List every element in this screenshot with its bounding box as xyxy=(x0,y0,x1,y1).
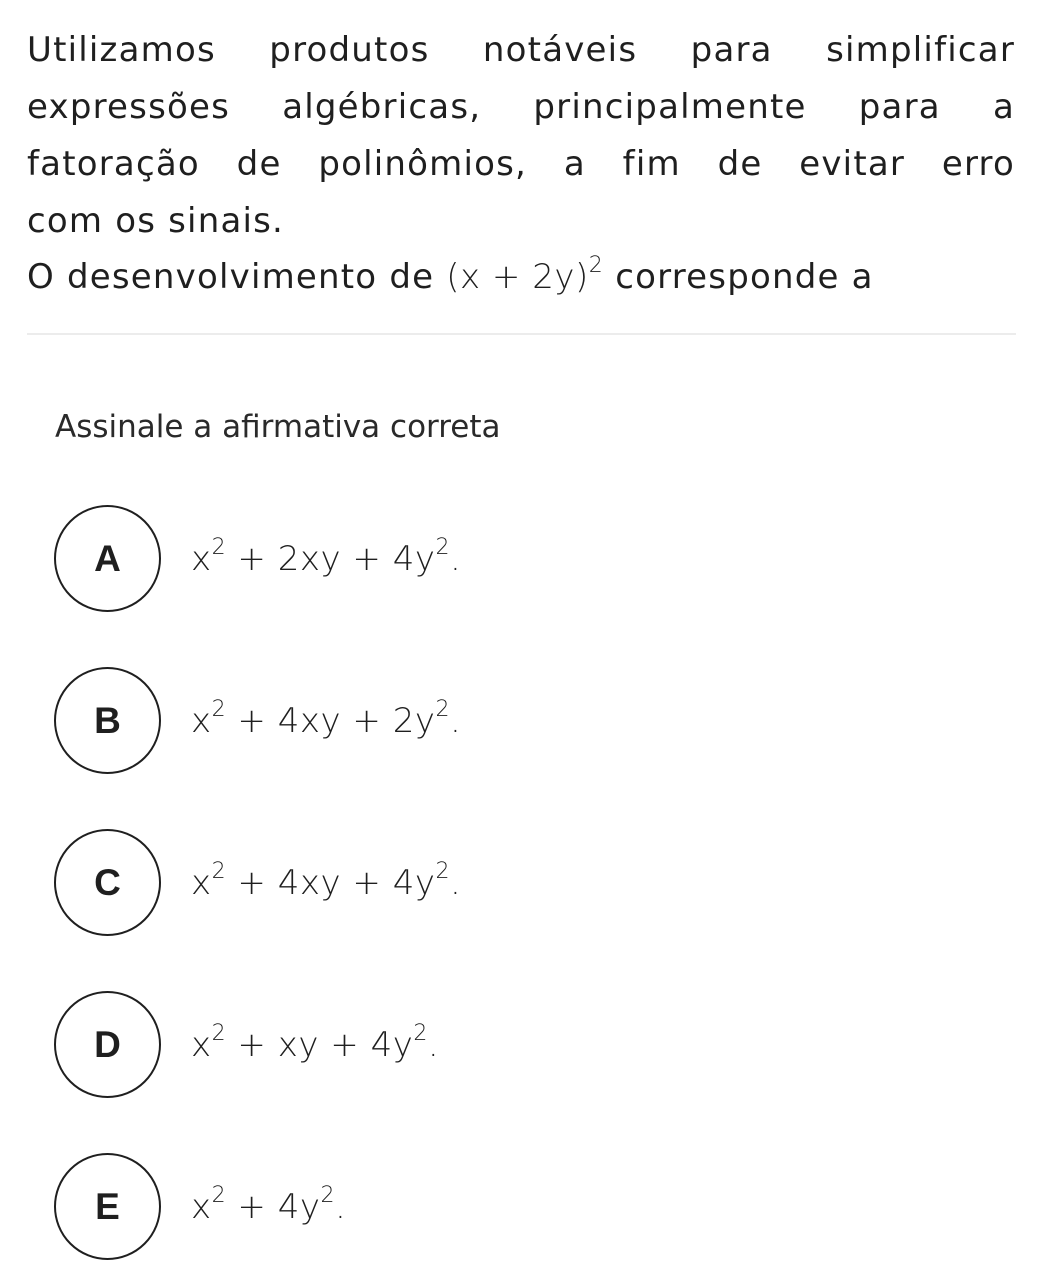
option-term: . xyxy=(449,863,462,903)
option-letter-badge[interactable]: C xyxy=(54,829,161,936)
option-text[interactable] xyxy=(191,1179,346,1235)
option-a[interactable] xyxy=(54,505,1014,613)
option-exponent: 2 xyxy=(211,859,227,884)
expression-exponent: 2 xyxy=(588,253,604,278)
instruction-text: Assinale a afirmativa correta xyxy=(55,409,501,445)
option-text[interactable] xyxy=(191,855,461,911)
question-suffix: corresponde a xyxy=(615,257,874,297)
option-exponent: 2 xyxy=(211,697,227,722)
option-term: + 4xy + 2y xyxy=(226,701,436,741)
option-exponent: 2 xyxy=(211,1021,227,1046)
option-b[interactable] xyxy=(54,667,1014,775)
option-text[interactable] xyxy=(191,531,461,587)
option-letter-badge[interactable]: D xyxy=(54,991,161,1098)
expression-base: (x + 2y) xyxy=(446,257,589,297)
option-term: . xyxy=(449,539,462,579)
statement-line: com os sinais. xyxy=(27,201,285,241)
question-prompt xyxy=(27,249,874,306)
statement-line: Utilizamos produtos notáveis para simplificar xyxy=(27,30,1015,70)
option-exponent: 2 xyxy=(211,1183,227,1208)
option-term: . xyxy=(427,1025,440,1065)
question-prefix: O desenvolvimento de xyxy=(27,257,435,297)
question-expression xyxy=(446,253,604,297)
option-term: x xyxy=(191,863,212,903)
option-d[interactable] xyxy=(54,991,1014,1099)
option-exponent: 2 xyxy=(435,697,450,722)
option-term: x xyxy=(191,539,212,579)
option-term: + 4xy + 4y xyxy=(226,863,436,903)
option-term: + xy + 4y xyxy=(226,1025,414,1065)
option-term: x xyxy=(191,1187,212,1227)
option-term: . xyxy=(334,1187,347,1227)
option-c[interactable] xyxy=(54,829,1014,937)
option-letter-badge[interactable]: A xyxy=(54,505,161,612)
divider xyxy=(27,333,1016,335)
option-letter-badge[interactable]: B xyxy=(54,667,161,774)
option-term: + 2xy + 4y xyxy=(226,539,436,579)
option-text[interactable] xyxy=(191,1017,439,1073)
option-e[interactable] xyxy=(54,1153,1014,1261)
option-exponent: 2 xyxy=(211,535,227,560)
statement-line: expressões algébricas, principalmente para a xyxy=(27,87,1015,127)
option-exponent: 2 xyxy=(435,535,450,560)
option-letter-badge[interactable]: E xyxy=(54,1153,161,1260)
option-text[interactable] xyxy=(191,693,461,749)
option-exponent: 2 xyxy=(320,1183,335,1208)
option-term: + 4y xyxy=(226,1187,321,1227)
option-exponent: 2 xyxy=(413,1021,428,1046)
statement-line: fatoração de polinômios, a fim de evitar erro xyxy=(27,144,1015,184)
option-term: x xyxy=(191,701,212,741)
option-term: x xyxy=(191,1025,212,1065)
question-statement xyxy=(27,22,1015,250)
option-term: . xyxy=(449,701,462,741)
option-exponent: 2 xyxy=(435,859,450,884)
